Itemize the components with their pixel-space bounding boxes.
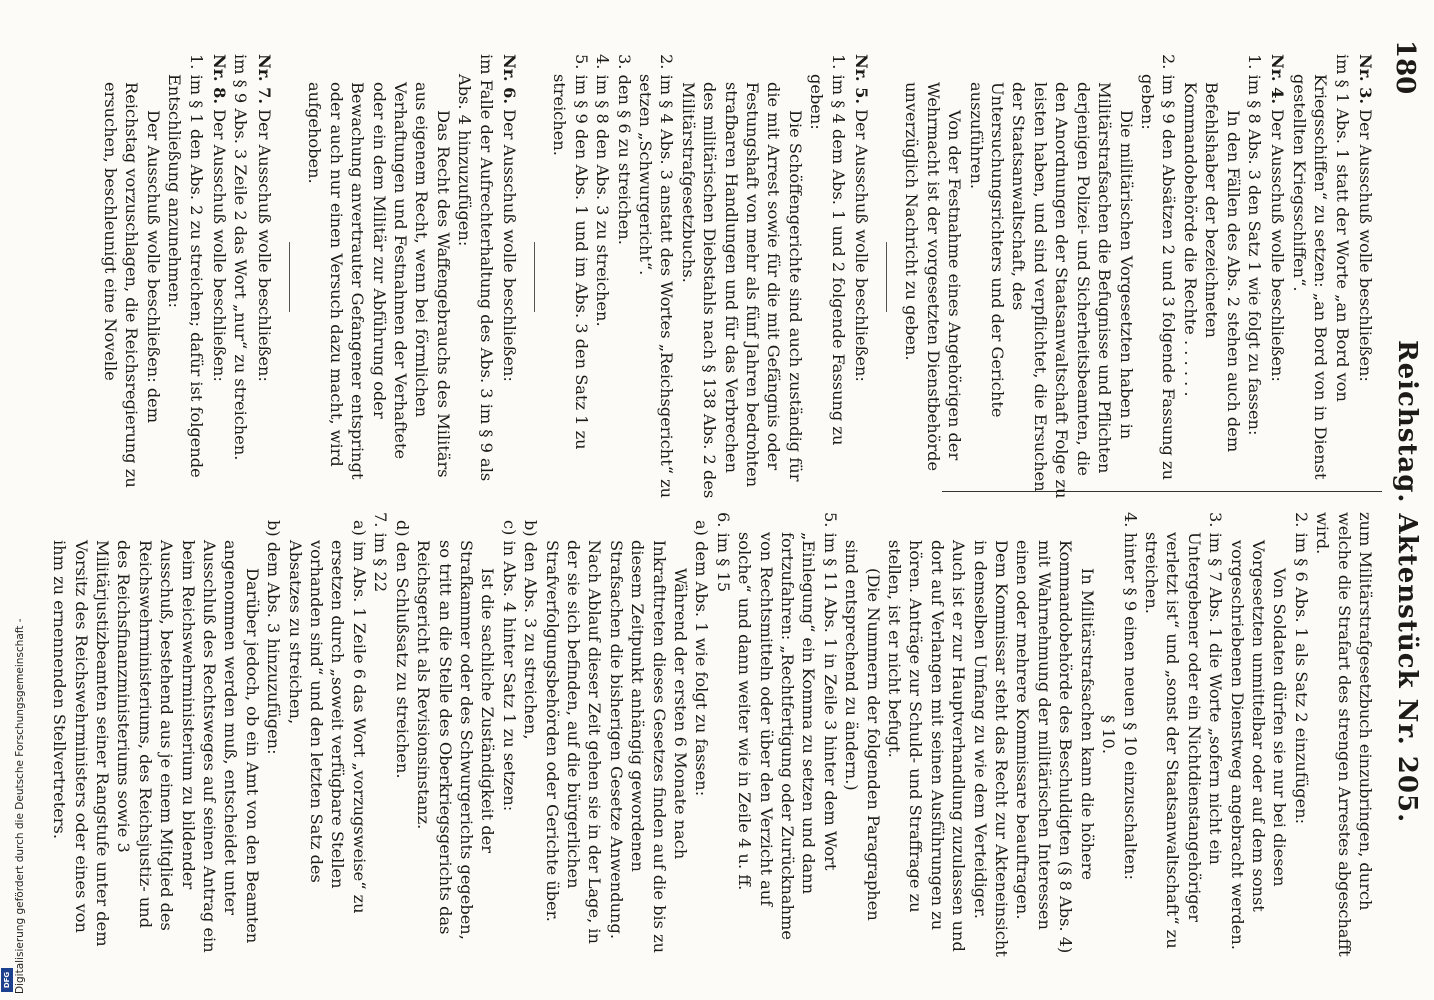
- item-number: b): [521, 520, 541, 537]
- motion-heading: [1355, 54, 1376, 499]
- quoted-paragraph: Von der Festnahme eines Angehörigen der Wehrmacht ist der vorgesetzten Dienstbehörde unverzüglich Nachricht zu geben.: [902, 82, 965, 472]
- numbered-item: [1290, 512, 1311, 957]
- item-text: im § 4 Abs. 3 anstatt des Wortes „Reichsgericht“ zu setzen „Schwurgericht“.: [636, 74, 677, 499]
- item-text: im Abs. 1 Zeile 6 das Wort „vorzugsweise“ zu ersetzen durch „soweit verfügbare Stellen vorhanden sind“ und den letzten Satz des Absatzes zu streichen,: [285, 540, 369, 914]
- item-text: im § 15: [713, 532, 733, 593]
- section-separator: [289, 242, 290, 312]
- credit-text: Digitalisierung gefördert durch die Deutsche Forschungsgemeinschaft -: [14, 618, 26, 994]
- numbered-item: [635, 54, 678, 499]
- motion-heading: [254, 54, 275, 499]
- motion-heading: [499, 54, 520, 499]
- numbered-item: [806, 54, 849, 499]
- item-text: im § 1 Abs. 1 statt der Worte „an Bord von Kriegsschiffen“ zu setzen: „an Bord von in Dienst gestellten Kriegsschiffen“.: [1289, 54, 1352, 480]
- quoted-paragraph: Während der ersten 6 Monate nach Inkrafttreten dieses Gesetzes finden auf die bis zu diesem Zeitpunkt anhängig gewordenen Strafsachen die bisherigen Gesetze Anwendung. Nach Ablauf dieser Zeit gehen sie in der Lage, in der sie sich befinden, auf die bürgerlichen Strafverfolgungsbehörden oder Gerichte über.: [542, 540, 690, 954]
- numbered-item: [549, 54, 592, 499]
- motion-text: Der Ausschuß wolle beschließen:: [1356, 109, 1375, 382]
- item-number: a): [349, 520, 369, 536]
- page-number: 180: [1390, 40, 1420, 95]
- motion-heading: [209, 54, 230, 499]
- item-text: im § 1 den Abs. 2 zu streichen; dafür ist folgende Entschließung anzunehmen:: [165, 74, 206, 478]
- item-text: im § 9 den Abs. 1 und im Abs. 3 den Satz 1 zu streichen.: [550, 74, 591, 450]
- quoted-paragraph: (Die Nummern der folgenden Paragraphen sind entsprechend zu ändern.): [842, 540, 883, 921]
- item-text: im § 8 Abs. 3 den Satz 1 wie folgt zu fassen:: [1244, 74, 1264, 436]
- quoted-paragraph: In den Fällen des Abs. 2 stehen auch dem Befehlshaber der bezeichneten Kommandobehörde die Rechte . . . . . .: [1180, 82, 1243, 453]
- motion-text: Der Ausschuß wolle beschließen:: [210, 109, 230, 382]
- motion-number: Nr. 4.: [1268, 54, 1288, 105]
- item-text: hinter § 9 einen neuen § 10 einzuschalten:: [1120, 532, 1140, 880]
- numbered-item: [370, 512, 391, 957]
- item-number: 1.: [186, 54, 206, 70]
- numbered-item: [230, 54, 251, 499]
- sub-item: [520, 512, 541, 957]
- numbered-item: [712, 512, 733, 957]
- item-number: 4.: [1120, 512, 1140, 528]
- motion-number: Nr. 3.: [1356, 54, 1375, 105]
- continued-paragraph: zum Militärstrafgesetzbuch einzubringen, durch welche die Strafart des strengen Arrestes abgeschafft wird.: [1313, 512, 1375, 957]
- numbered-item: [734, 512, 841, 957]
- item-text: den Schlußsatz zu streichen.: [392, 541, 412, 779]
- motion-number: Nr. 7.: [254, 54, 274, 105]
- item-text: dem Abs. 3 hinzuzufügen:: [264, 541, 284, 755]
- item-text: im § 6 Abs. 1 als Satz 2 einzufügen:: [1291, 532, 1311, 825]
- item-text: im § 8 den Abs. 3 zu streichen.: [593, 74, 613, 327]
- motion-number: Nr. 8.: [210, 54, 230, 105]
- item-text: in Abs. 4 hinter Satz 1 zu setzen:: [499, 540, 519, 812]
- item-number: d): [392, 520, 412, 537]
- item-text: im § 4 dem Abs. 1 und 2 folgende Fassung zu geben:: [807, 74, 848, 446]
- item-text: im § 9 den Absätzen 2 und 3 folgende Fassung zu geben:: [1137, 74, 1179, 480]
- item-text: im Falle der Aufrechterhaltung des Abs. 3 im § 9 als Abs. 4 hinzuzufügen:: [455, 54, 496, 482]
- quoted-paragraph: Das Recht des Waffengebrauchs des Militärs aus eigenem Recht, wenn bei förmlichen Verhaftungen und Festnahmen der Verhaftete oder ein dem Militär zur Abführung oder Bewachung anvertrauter Gefangener entspringt oder auch nur einen Versuch dazu macht, wird aufgehoben.: [305, 82, 453, 480]
- section-separator: [534, 242, 535, 312]
- motion-text: Der Ausschuß wolle beschließen:: [254, 109, 274, 382]
- dfg-logo: [1, 968, 13, 992]
- item-number: 7.: [371, 512, 391, 528]
- item-number: 1.: [1244, 54, 1264, 70]
- quoted-paragraph: Von Soldaten dürfen sie nur bei diesen Vorgesetzten unmittelbar oder auf dem sonst vorgeschriebenen Dienstweg angebracht werden.: [1227, 540, 1290, 950]
- page-header: [1382, 40, 1422, 960]
- left-column: [100, 54, 1376, 499]
- quoted-paragraph: Die Schöffengerichte sind auch zuständig für die mit Arrest sowie für die mit Gefängnis oder Festungshaft von mehr als fünf Jahren bedrohten strafbaren Handlungen und für das Verbrechen des militärischen Diebstahls nach § 138 Abs. 2 des Militärstrafgesetzbuchs.: [678, 82, 805, 499]
- item-text: im § 7 Abs. 1 die Worte „sofern nicht ein Untergebener oder ein Nichtdienstangehöriger verletzt ist“ und „sonst der Staatsanwaltschaft“ zu streichen.: [1141, 532, 1226, 949]
- sub-item: [391, 512, 412, 957]
- item-text: im § 22: [371, 532, 391, 593]
- motion-text: Der Ausschuß wolle beschließen:: [1268, 109, 1288, 382]
- numbered-item: [1137, 54, 1180, 499]
- digitization-credit: [0, 0, 26, 1000]
- numbered-item: [1141, 512, 1227, 957]
- item-number: 3.: [1206, 512, 1226, 528]
- sub-item: [284, 512, 370, 957]
- item-number: 5.: [820, 512, 840, 528]
- quoted-paragraph: Der Ausschuß wolle beschließen: dem Reichstag vorzuschlagen, die Reichsregierung zu ersuchen, beschleunigt eine Novelle: [101, 82, 163, 488]
- sub-item: [691, 512, 712, 957]
- item-text: im § 11 Abs. 1 in Zeile 3 hinter dem Wort „Einlegung“ ein Komma zu setzen und dann fortzufahren: „Rechtfertigung oder Zurücknahme von Rechtsmitteln oder über den Verzicht auf solche“ und dann weiter wie in Zeile 4 u. ff.: [735, 532, 840, 940]
- quoted-paragraph: Die militärischen Vorgesetzten haben in Militärstrafsachen die Befugnisse und Pflichten derjenigen Polizei- und Sicherheitsbeamten, die den Anordnungen der Staatsanwaltschaft Folge zu leisten haben, und sind verpflichtet, die Ersuchen der Staatsanwaltschaft, des Untersuchungsrichters und der Gerichte auszuführen.: [966, 82, 1136, 499]
- numbered-item: [1288, 54, 1352, 499]
- numbered-item: [164, 54, 207, 499]
- numbered-item: [613, 54, 634, 499]
- quoted-paragraph: Ist die sachliche Zuständigkeit der Strafkammer oder des Schwurgerichts gegeben, so tritt an die Stelle des Oberkriegsgerichts das Reichsgericht als Revisionsinstanz.: [414, 540, 498, 940]
- motion-number: Nr. 5.: [852, 54, 872, 105]
- sub-item: [263, 512, 284, 957]
- rotated-page-content: [20, 0, 1434, 1000]
- sub-item: [498, 512, 519, 957]
- motion-number: Nr. 6.: [499, 54, 519, 105]
- motion-text: Der Ausschuß wolle beschließen:: [852, 109, 872, 382]
- motion-text: Der Ausschuß wolle beschließen:: [499, 109, 519, 382]
- quoted-paragraph: Darüber jedoch, ob ein Amt von den Beamten angenommen werden muß, entscheidet unter Ausschluß des Rechtsweges auf seinen Antrag ein beim Reichswehrministerium zu bildender Ausschuß, bestehend aus je einem Mitglied des Reichswehrministeriums, des Reichsjustiz- und des Reichsfinanzministeriums sowie 3 Militärjustizbeamten seiner Rangstufe unter dem Vorsitz des Reichswehrministers oder eines von ihm zu ernennenden Stellvertreters.: [50, 540, 262, 953]
- item-number: b): [264, 520, 284, 537]
- item-number: 4.: [593, 54, 613, 70]
- item-text: dem Abs. 1 wie folgt zu fassen:: [692, 541, 712, 797]
- item-number: 3.: [614, 54, 634, 70]
- numbered-item: [592, 54, 613, 499]
- dfg-logo-text: DFG: [3, 971, 11, 989]
- page-title: Reichstag. Aktenstück Nr. 205.: [1392, 340, 1422, 824]
- item-number: a): [692, 520, 712, 536]
- numbered-item: [1244, 54, 1265, 499]
- right-column: [49, 512, 1376, 957]
- motion-heading: [1267, 54, 1288, 499]
- item-number: 2.: [657, 54, 677, 70]
- item-number: 1.: [828, 54, 848, 70]
- item-number: 2.: [1159, 54, 1179, 70]
- item-text: den Abs. 3 zu streichen,: [521, 541, 541, 740]
- item-text: im § 9 Abs. 3 Zeile 2 das Wort „nur“ zu streichen.: [231, 54, 251, 461]
- quoted-paragraph: In Militärstrafsachen kann die höhere Kommandobehörde des Beschuldigten (§ 8 Abs. 4) mit Wahrnehmung der militärischen Interessen einen oder mehrere Kommissare beauftragen. Dem Kommissar steht das Recht zur Akteneinsicht in demselben Umfang zu wie dem Verteidiger. Auch ist er zur Hauptverhandlung zuzulassen und dort auf Verlangen mit seinen Ausführungen zu hören. Anträge zur Schuld- und Straffrage zu stellen, ist er nicht befugt.: [885, 540, 1097, 957]
- section-heading: § 10.: [1099, 715, 1119, 754]
- numbered-item: [1119, 512, 1140, 957]
- item-number: 5.: [571, 54, 591, 70]
- item-text: den § 6 zu streichen.: [614, 74, 634, 245]
- item-number: 6.: [713, 512, 733, 528]
- item-number: c): [499, 520, 519, 536]
- section-separator: [886, 242, 887, 312]
- motion-heading: [851, 54, 872, 499]
- item-number: 2.: [1291, 512, 1311, 528]
- numbered-item: [454, 54, 497, 499]
